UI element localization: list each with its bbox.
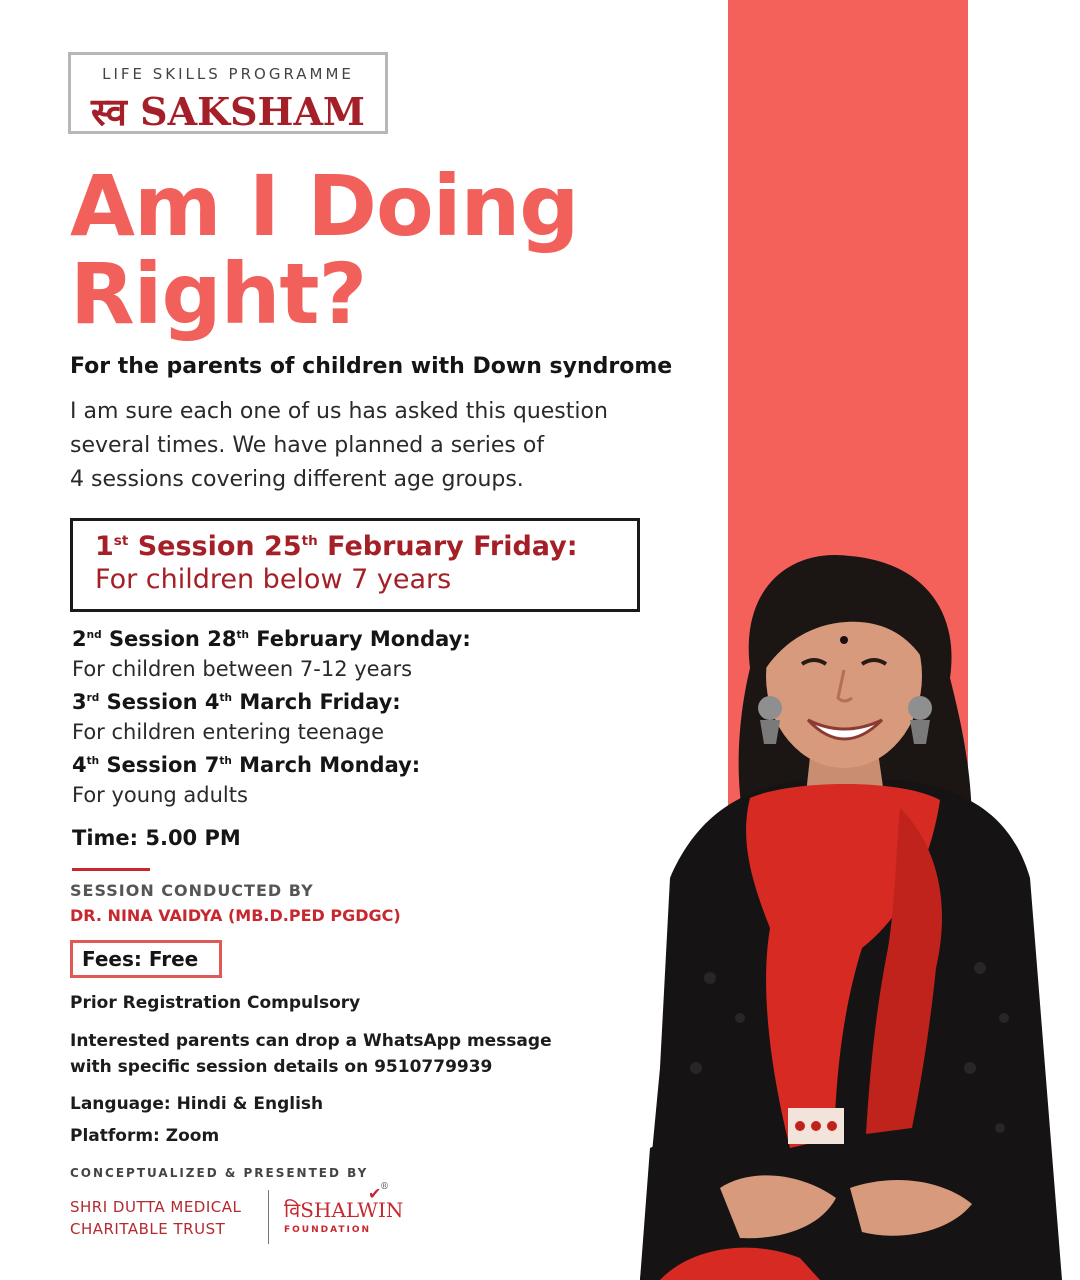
language-info: Language: Hindi & English xyxy=(70,1094,324,1114)
session-day-suffix: th xyxy=(219,692,233,704)
section-divider xyxy=(72,868,150,871)
session-time: Time: 5.00 PM xyxy=(72,826,241,850)
headline-line-1: Am I Doing xyxy=(70,157,579,255)
session-number: 2 xyxy=(72,627,87,651)
session-day: 28 xyxy=(207,627,237,651)
session-list xyxy=(72,624,672,813)
session-1-title xyxy=(95,531,637,562)
session-4-title xyxy=(72,750,672,780)
shalwin-wordmark: विSHALWIN xyxy=(284,1198,404,1222)
session-when: February Monday: xyxy=(256,627,471,651)
session-number-suffix: th xyxy=(86,755,100,767)
session-day: 4 xyxy=(204,690,220,714)
session-day-suffix: th xyxy=(236,629,249,641)
headline-line-2: Right? xyxy=(70,245,367,343)
presented-by-label: CONCEPTUALIZED & PRESENTED BY xyxy=(70,1166,369,1180)
session-day: 7 xyxy=(204,753,220,777)
session-3-title xyxy=(72,687,672,717)
session-when: March Monday: xyxy=(239,753,421,777)
intro-line-1: I am sure each one of us has asked this question xyxy=(70,399,608,424)
intro-line-3: 4 sessions covering different age groups. xyxy=(70,467,524,492)
conductor-name: DR. NINA VAIDYA (MB.D.PED PGDGC) xyxy=(70,906,401,925)
intro-paragraph xyxy=(70,395,710,497)
session-label: Session xyxy=(137,531,255,562)
session-number-suffix: rd xyxy=(86,692,100,704)
session-2-desc: For children between 7-12 years xyxy=(72,657,413,681)
session-4-desc: For young adults xyxy=(72,783,248,807)
session-label: Session xyxy=(106,690,198,714)
session-number-suffix: nd xyxy=(86,629,102,641)
session-1-desc: For children below 7 years xyxy=(95,564,452,595)
session-number: 1 xyxy=(95,531,114,562)
session-label: Session xyxy=(108,627,200,651)
platform-info: Platform: Zoom xyxy=(70,1126,220,1146)
session-day-suffix: th xyxy=(219,755,232,767)
session-when: March Friday: xyxy=(239,690,401,714)
session-day: 25 xyxy=(264,531,302,562)
checkmark-icon: ✔ xyxy=(368,1184,382,1203)
trust-logo xyxy=(70,1196,260,1240)
intro-line-2: several times. We have planned a series of xyxy=(70,433,545,458)
session-4 xyxy=(72,750,672,810)
session-2 xyxy=(72,624,672,684)
shalwin-foundation-text: FOUNDATION xyxy=(284,1225,372,1235)
session-number-suffix: st xyxy=(113,533,129,549)
conducted-by-label: SESSION CONDUCTED BY xyxy=(70,881,314,900)
trust-line-1: SHRI DUTTA MEDICAL xyxy=(70,1198,242,1216)
whatsapp-line-2: with specific session details on 9510779939 xyxy=(70,1057,493,1077)
shalwin-name xyxy=(284,1182,404,1223)
programme-logo xyxy=(68,52,388,134)
registered-icon: ® xyxy=(380,1182,389,1192)
session-day-suffix: th xyxy=(301,533,318,549)
shalwin-foundation-logo xyxy=(284,1182,404,1235)
whatsapp-line-1: Interested parents can drop a WhatsApp message xyxy=(70,1031,552,1051)
logo-title: स्व SAKSHAM xyxy=(91,89,365,134)
session-number: 4 xyxy=(72,753,87,777)
speaker-photo xyxy=(600,548,1080,1280)
whatsapp-note xyxy=(70,1028,630,1080)
audience-subtitle: For the parents of children with Down syndrome xyxy=(70,354,673,379)
logo-separator xyxy=(268,1190,269,1244)
session-label: Session xyxy=(106,753,198,777)
session-number: 3 xyxy=(72,690,87,714)
session-3 xyxy=(72,687,672,747)
trust-line-2: CHARITABLE TRUST xyxy=(70,1220,226,1238)
session-1-highlight-box xyxy=(70,518,640,612)
session-2-title xyxy=(72,624,672,654)
logo-subtitle: LIFE SKILLS PROGRAMME xyxy=(102,65,354,83)
headline xyxy=(70,157,730,343)
session-when: February Friday: xyxy=(327,531,578,562)
session-3-desc: For children entering teenage xyxy=(72,720,385,744)
registration-note: Prior Registration Compulsory xyxy=(70,993,361,1013)
fees-badge: Fees: Free xyxy=(70,940,222,978)
